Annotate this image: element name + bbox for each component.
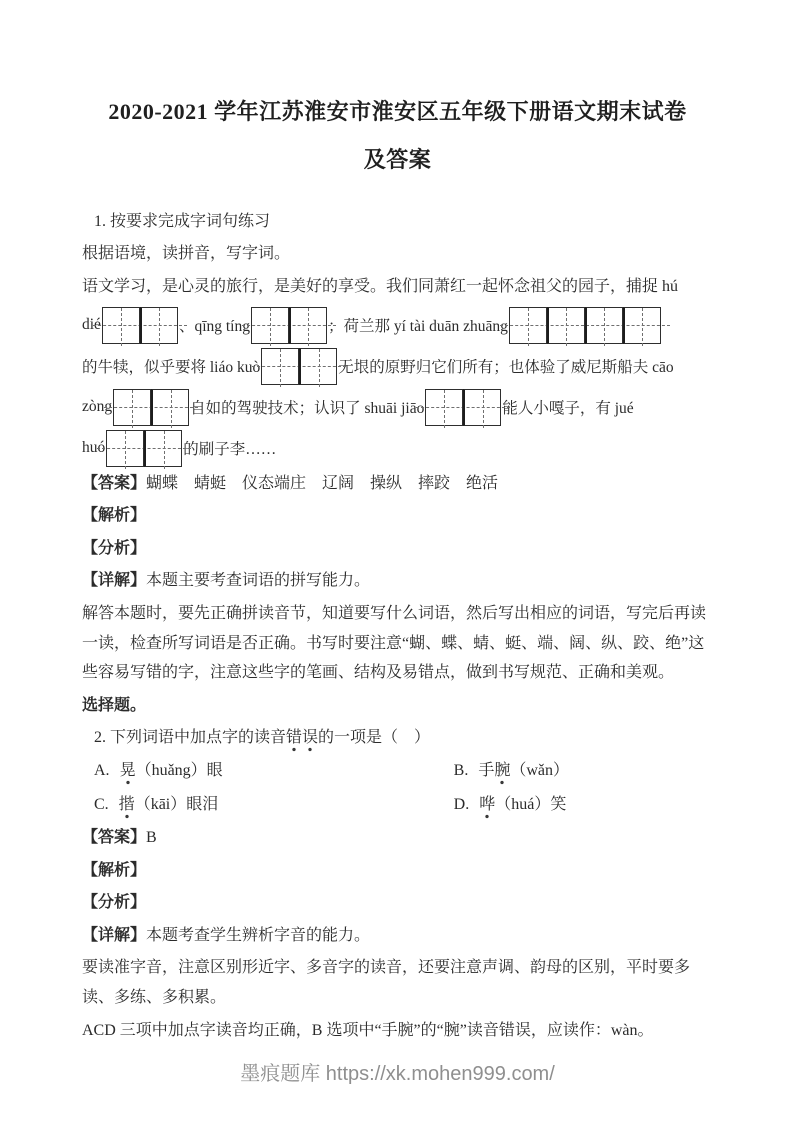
writing-grid	[102, 307, 178, 344]
q2-explain-paragraph-2: ACD 三项中加点字读音均正确，B 选项中“手腕”的“腕”读音错误，应读作：wàn。	[82, 1021, 654, 1039]
q1-jiexi-line	[82, 501, 713, 531]
xiangjie-label: 【详解】	[82, 926, 147, 944]
q2-jiexi-line	[82, 856, 713, 886]
option-a-emphasis: 晃	[120, 762, 136, 785]
pinyin-text: 的刷子李……	[183, 441, 277, 459]
title-line-2: 及答案	[363, 147, 432, 173]
option-c-label: C.	[94, 795, 109, 813]
xiangjie-label: 【详解】	[82, 572, 147, 590]
pinyin-text: zòng	[82, 398, 113, 416]
q2-xiangjie-line	[82, 921, 713, 951]
writing-grid	[113, 389, 189, 426]
q1-answer-line	[82, 469, 713, 499]
xiangjie-text: 本题考查学生辨析字音的能力。	[146, 926, 371, 944]
section-header-choice: 选择题。	[82, 696, 147, 714]
q2-stem-emphasis: 错误	[286, 729, 318, 752]
grid-cell	[425, 389, 463, 426]
grid-cell	[144, 430, 182, 467]
grid-cell	[623, 307, 661, 344]
q1-instruction: 根据语境，读拼音，写字词。	[82, 245, 291, 263]
option-c	[82, 790, 442, 820]
writing-grid	[251, 307, 327, 344]
jiexi-label: 【解析】	[82, 861, 147, 879]
option-c-text: （kāi）眼泪	[134, 795, 219, 813]
grid-cell	[102, 307, 140, 344]
grid-cell	[547, 307, 585, 344]
grid-cell	[585, 307, 623, 344]
grid-cell	[463, 389, 501, 426]
q2-fenxi-line	[82, 888, 713, 918]
answer-label: 【答案】	[82, 829, 147, 847]
pinyin-text: 的牛犊，似乎要将 liáo kuò	[82, 359, 261, 377]
grid-cell	[509, 307, 547, 344]
q1-explain-paragraph: 解答本题时，要先正确拼读音节，知道要写什么词语，然后写出相应的词语，写完后再读一读，检查所写词语是否正确。书写时要注意“蝴、蝶、蜻、蜓、端、阔、纵、跤、绝”这些容易写错的字，注意这些字的笔画、结构及易错点，做到书写规范、正确和美观。	[82, 604, 707, 682]
pinyin-text: dié	[82, 316, 101, 334]
q2-options-row-2	[82, 790, 713, 820]
fenxi-label: 【分析】	[82, 894, 147, 912]
q2-explain-paragraph-1: 要读准字音，注意区别形近字、多音字的读音，还要注意声调、韵母的区别，平时要多读、多练、多积累。	[82, 959, 691, 1007]
writing-grid	[509, 307, 661, 344]
option-b-label: B.	[453, 761, 469, 779]
option-a-label: A.	[94, 761, 110, 779]
answer-text: B	[146, 829, 157, 847]
pinyin-text: 自如的驾驶技术；认识了 shuāi jiāo	[190, 400, 425, 418]
jiexi-label: 【解析】	[82, 507, 147, 525]
grid-cell	[261, 348, 299, 385]
q2-stem	[82, 723, 713, 753]
q2-stem-pre: 2. 下列词语中加点字的读音	[94, 729, 287, 747]
grid-cell	[251, 307, 289, 344]
option-b-text: （wǎn）	[510, 761, 570, 779]
pinyin-grid-line-4	[82, 428, 713, 469]
writing-grid	[261, 348, 337, 385]
option-b-emphasis: 腕	[494, 762, 510, 785]
pinyin-grid-line-1	[82, 305, 713, 346]
pinyin-text: ；荷兰那 yí tài duān zhuāng	[327, 318, 508, 336]
fenxi-label: 【分析】	[82, 539, 147, 557]
q2-stem-post: 的一项是（ ）	[318, 729, 431, 747]
option-d-text: （huá）笑	[495, 795, 567, 813]
q1-fenxi-line	[82, 534, 713, 564]
option-a	[82, 756, 442, 786]
answer-label: 【答案】	[82, 474, 147, 492]
grid-cell	[299, 348, 337, 385]
q1-number-line: 1. 按要求完成字词句练习	[94, 212, 271, 230]
option-d	[442, 790, 713, 820]
title-line-1: 2020-2021 学年江苏淮安市淮安区五年级下册语文期末试卷	[108, 99, 687, 124]
q1-intro-text: 语文学习，是心灵的旅行，是美好的享受。我们同萧红一起怀念祖父的园子，捕捉 hú	[82, 277, 679, 295]
pinyin-text: 、qīng tíng	[178, 318, 250, 336]
option-d-emphasis: 哗	[479, 796, 495, 819]
grid-cell	[106, 430, 144, 467]
writing-grid	[106, 430, 182, 467]
pinyin-grid-line-3	[82, 387, 713, 428]
option-a-text: （huǎng）眼	[135, 761, 223, 779]
q1-xiangjie-line	[82, 566, 713, 596]
grid-cell	[289, 307, 327, 344]
pinyin-text: huó	[82, 439, 106, 457]
option-c-emphasis: 揩	[119, 796, 135, 819]
option-b	[442, 756, 713, 786]
grid-cell	[151, 389, 189, 426]
pinyin-grid-line-2	[82, 346, 713, 387]
writing-grid	[425, 389, 501, 426]
option-b-pre: 手	[478, 761, 495, 779]
grid-cell	[140, 307, 178, 344]
option-d-label: D.	[453, 795, 470, 813]
q2-answer-line	[82, 823, 713, 853]
q2-options-row-1	[82, 756, 713, 786]
xiangjie-text: 本题主要考查词语的拼写能力。	[146, 572, 371, 590]
pinyin-text: 无垠的原野归它们所有；也体验了威尼斯船夫 cāo	[338, 359, 674, 377]
page-title	[82, 88, 713, 185]
grid-cell	[113, 389, 151, 426]
page-footer-watermark: 墨痕题库 https://xk.mohen999.com/	[240, 1063, 555, 1085]
answer-text: 蝴蝶 蜻蜓 仪态端庄 辽阔 操纵 摔跤 绝活	[146, 474, 499, 492]
pinyin-text: 能人小嘎子，有 jué	[502, 400, 634, 418]
